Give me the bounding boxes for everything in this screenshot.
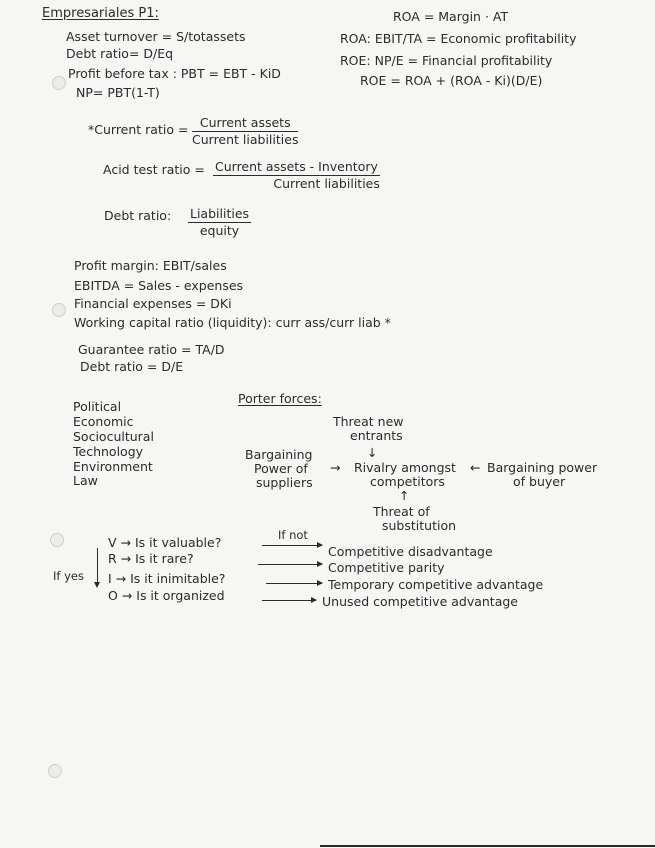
roe-expanded: ROE = ROA + (ROA - Ki)(D/E) xyxy=(360,73,543,88)
arrow-icon xyxy=(258,564,322,565)
vrio-question-inimitable: I → Is it inimitable? xyxy=(108,571,226,586)
left-arrow-icon: ← xyxy=(470,460,481,475)
asset-turnover: Asset turnover = S/totassets xyxy=(66,29,246,44)
profit-before-tax: Profit before tax : PBT = EBT - KiD xyxy=(68,66,281,81)
vrio-result-inimitable: Temporary competitive advantage xyxy=(328,577,544,592)
vrio-question-organized: O → Is it organized xyxy=(108,588,225,603)
substitution-line1: Threat of xyxy=(373,504,430,519)
down-arrow-head-icon xyxy=(94,582,100,588)
working-capital-ratio: Working capital ratio (liquidity): curr ass/curr liab * xyxy=(74,315,391,330)
debt-ratio-numerator: Liabilities xyxy=(190,206,250,221)
pestel-political: Political xyxy=(73,399,122,414)
down-arrow-icon: ↓ xyxy=(367,445,378,460)
binder-hole xyxy=(52,76,66,90)
debt-ratio-label: Debt ratio: xyxy=(104,208,172,223)
current-ratio-denominator: Current liabilities xyxy=(192,132,299,147)
financial-expenses: Financial expenses = DKi xyxy=(74,296,232,311)
acid-test-denominator: Current liabilities xyxy=(273,176,380,191)
if-not-label: If not xyxy=(278,528,308,542)
arrow-icon xyxy=(266,583,322,584)
guarantee-ratio: Guarantee ratio = TA/D xyxy=(78,342,225,357)
pestel-law: Law xyxy=(73,473,98,488)
pestel-economic: Economic xyxy=(73,414,134,429)
page-bottom-edge xyxy=(320,845,655,847)
acid-test-label: Acid test ratio = xyxy=(103,162,205,177)
pestel-technology: Technology xyxy=(73,444,144,459)
net-profit: NP= PBT(1-T) xyxy=(76,85,160,100)
ebitda: EBITDA = Sales - expenses xyxy=(74,278,244,293)
threat-new-entrants-line1: Threat new xyxy=(333,414,404,429)
right-arrow-icon: → xyxy=(330,460,341,475)
profit-margin: Profit margin: EBIT/sales xyxy=(74,258,227,273)
supplier-power-line1: Bargaining xyxy=(245,447,313,462)
vrio-result-rare: Competitive parity xyxy=(328,560,445,575)
debt-ratio-fraction xyxy=(188,207,251,238)
rivalry-line1: Rivalry amongst xyxy=(354,460,456,475)
supplier-power-line3: suppliers xyxy=(256,475,313,490)
roa-formula: ROA: EBIT/TA = Economic profitability xyxy=(340,31,577,46)
roa-margin: ROA = Margin · AT xyxy=(393,9,509,24)
vrio-question-rare: R → Is it rare? xyxy=(108,551,194,566)
if-yes-label: If yes xyxy=(53,569,84,583)
threat-new-entrants-line2: entrants xyxy=(350,428,403,443)
acid-test-numerator: Current assets - Inventory xyxy=(215,159,378,174)
buyer-power-line2: of buyer xyxy=(513,474,566,489)
current-ratio-fraction xyxy=(192,116,298,147)
up-arrow-icon: ↑ xyxy=(399,488,410,503)
debt-ratio-formula: Debt ratio= D/Eq xyxy=(66,46,174,61)
rivalry-line2: competitors xyxy=(370,474,445,489)
roe-formula: ROE: NP/E = Financial profitability xyxy=(340,53,553,68)
vrio-result-valuable: Competitive disadvantage xyxy=(328,544,493,559)
supplier-power-line2: Power of xyxy=(254,461,308,476)
debt-ratio-de: Debt ratio = D/E xyxy=(80,359,184,374)
acid-test-fraction xyxy=(213,160,380,191)
current-ratio-label: *Current ratio = xyxy=(88,122,189,137)
arrow-icon xyxy=(262,600,316,601)
down-arrow-icon xyxy=(97,548,98,584)
vrio-result-organized: Unused competitive advantage xyxy=(322,594,518,609)
pestel-sociocultural: Sociocultural xyxy=(73,429,154,444)
debt-ratio-denominator: equity xyxy=(199,223,240,238)
binder-hole xyxy=(50,533,64,547)
binder-hole xyxy=(48,764,62,778)
page-title: Empresariales P1: xyxy=(42,6,159,21)
current-ratio-numerator: Current assets xyxy=(192,116,298,132)
binder-hole xyxy=(52,303,66,317)
vrio-question-valuable: V → Is it valuable? xyxy=(108,535,222,550)
pestel-environment: Environment xyxy=(73,459,153,474)
porter-title: Porter forces: xyxy=(238,391,322,406)
substitution-line2: substitution xyxy=(382,518,457,533)
buyer-power-line1: Bargaining power xyxy=(487,460,598,475)
arrow-icon xyxy=(262,545,322,546)
